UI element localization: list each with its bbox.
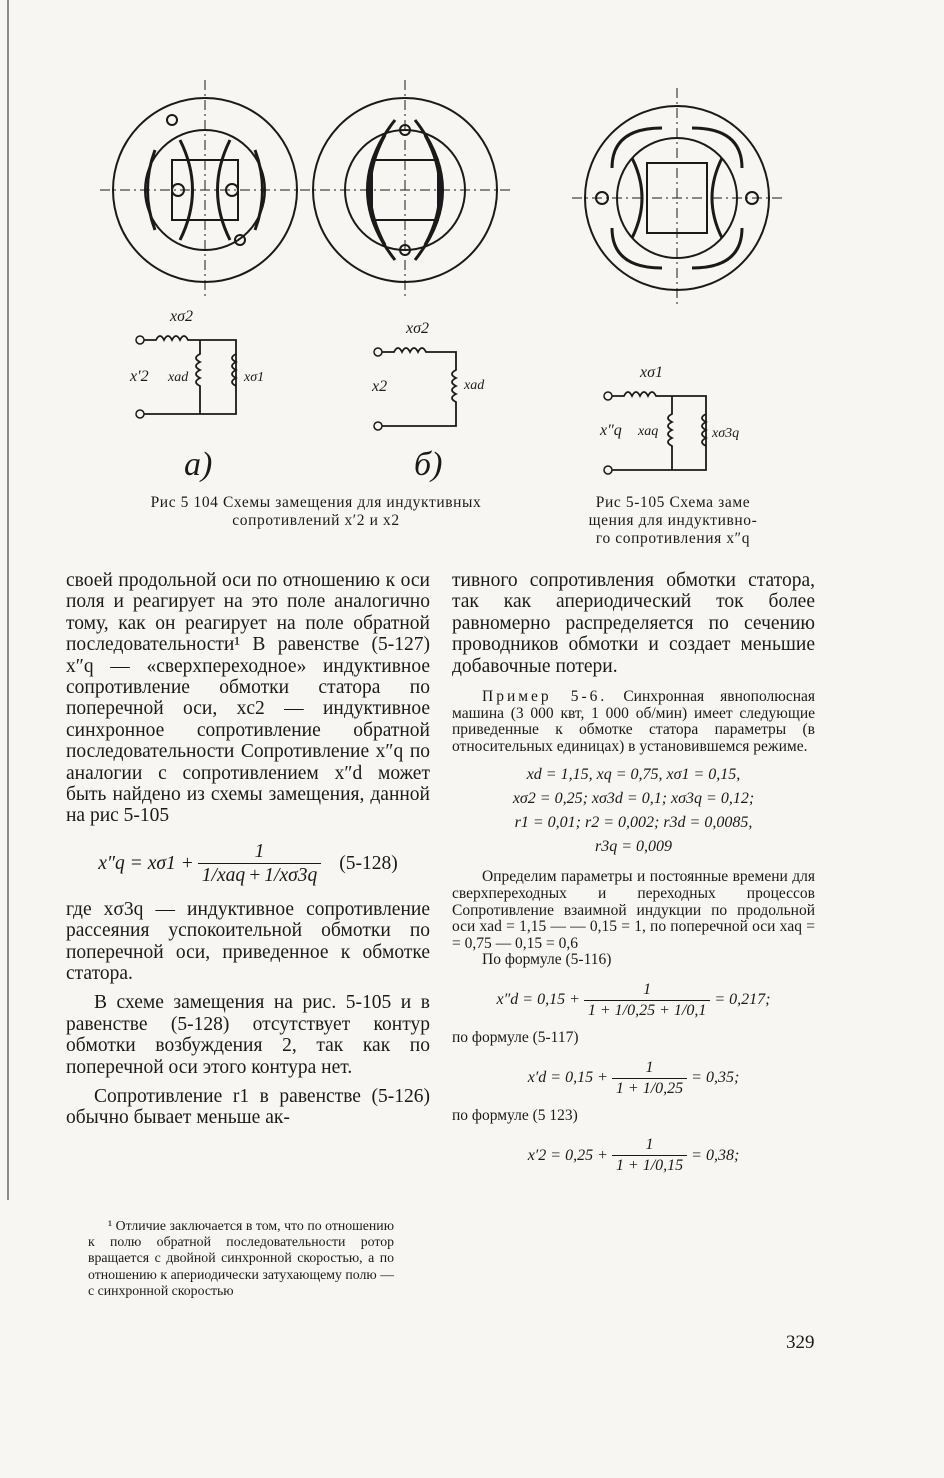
formula-reference-2: по формуле (5-117) xyxy=(452,1028,579,1046)
f3-result: = 0,38; xyxy=(691,1146,740,1164)
circuit-105-right-label: xσ3q xyxy=(712,426,740,441)
circuit-105-left-label: x″q xyxy=(600,422,622,439)
right-paragraph-1: тивного сопротивления обмотки статора, так как апериодический ток более равномерно распределяется по сечению проводников обмотки и создает меньшие добавочные потери. xyxy=(452,570,815,677)
left-paragraph-1: своей продольной оси по отношению к оси поля и реагирует на это поле аналогично тому, как он реагирует на поле обратной последовательности¹ В равенстве (5-127) x″q — «сверхпереходное» индуктивное сопротивление обмотки статора по поперечной оси, xс2 — индуктивное синхронное сопротивление обратной последовательности Сопротивление x″q по аналогии с сопротивлением x″d может быть найдено из схемы замещения, данной на рис 5-105 xyxy=(66,570,430,827)
formula-5-128-numerator: 1 xyxy=(254,840,265,862)
left-paragraph-3: В схеме замещения на рис. 5-105 и в равенстве (5-128) отсутствует контур обмотки возбуждения 2, так как по поперечной оси этого контура нет. xyxy=(66,992,430,1078)
parameters-line-1: xd = 1,15, xq = 0,75, xσ1 = 0,15, xyxy=(526,766,741,784)
formula-5-128 xyxy=(66,841,430,887)
f1-numerator: 1 xyxy=(643,980,652,998)
circuit-105-top-label: xσ1 xyxy=(640,364,663,381)
formula-x-prime-d xyxy=(452,1059,815,1098)
circuit-a xyxy=(126,308,286,424)
caption-105-line-2: щения для индуктивно- xyxy=(588,512,758,529)
figure-b-label: б) xyxy=(414,446,443,483)
circuit-b-top-label: xσ2 xyxy=(406,320,429,337)
circuit-a-right-label: xσ1 xyxy=(244,370,265,385)
formula-reference-3: по формуле (5 123) xyxy=(452,1106,578,1124)
example-parameters xyxy=(452,763,815,859)
right-paragraph-2: Определим параметры и постоянные времени для сверхпереходных и переходных процессов Сопротивление взаимной индукции по продольной оси xad = 1,15 — — 0,15 = 1, по поперечной оси xaq = = 0,75 — 0,15 = 0,6 xyxy=(452,868,815,952)
page-edge-rule xyxy=(7,0,9,1200)
formula-5-128-den-a: 1/xaq xyxy=(201,865,246,887)
example-text: Синхронная явнополюсная машина (3 000 квт, 1 000 об/мин) имеет следующие приведенные к обмотке статора параметры (в относительных единицах) в установившемся режиме. xyxy=(452,688,816,755)
left-paragraph-2: где xσ3q — индуктивное сопротивление рассеяния успокоительной обмотки по поперечной оси, приведенное к обмотке статора. xyxy=(66,898,430,984)
f3-lhs: x′2 = 0,25 + xyxy=(527,1146,608,1164)
caption-fig-5-105 xyxy=(566,494,780,548)
f2-result: = 0,35; xyxy=(691,1069,740,1087)
circuit-105 xyxy=(596,364,766,480)
caption-104-line-2: сопротивлений x′2 и x2 xyxy=(232,512,400,529)
circuit-a-mid-label: xad xyxy=(168,370,189,385)
formula-5-128-fraction xyxy=(198,841,321,887)
left-column xyxy=(66,570,430,1129)
circuit-105-mid-label: xaq xyxy=(638,424,659,439)
circuit-b-left-label: x2 xyxy=(372,378,388,395)
figure-105-cross-section xyxy=(572,88,782,308)
right-column xyxy=(452,570,815,1175)
caption-fig-5-104 xyxy=(106,494,526,530)
f2-denominator: 1 + 1/0,25 xyxy=(612,1078,687,1098)
formula-5-128-lhs: x″q = xσ1 + xyxy=(98,853,194,875)
formula-5-128-plus: + xyxy=(248,865,262,887)
parameters-line-3: r1 = 0,01; r2 = 0,002; r3d = 0,0085, xyxy=(514,814,753,832)
f2-lhs: x′d = 0,15 + xyxy=(527,1069,608,1087)
caption-105-line-1: Рис 5-105 Схема заме xyxy=(595,494,751,511)
left-paragraph-4: Сопротивление r1 в равенстве (5-126) обычно бывает меньше ак- xyxy=(66,1085,430,1129)
figure-a-label: а) xyxy=(184,446,213,483)
f1-result: = 0,217; xyxy=(714,991,771,1009)
formula-x-double-prime-d xyxy=(452,981,815,1020)
page-number: 329 xyxy=(786,1332,815,1353)
circuit-a-top-label: xσ2 xyxy=(170,308,193,325)
f1-denominator: 1 + 1/0,25 + 1/0,1 xyxy=(584,1000,710,1020)
caption-105-line-3: го сопротивления x″q xyxy=(595,530,751,547)
formula-5-128-number: (5-128) xyxy=(339,853,398,875)
example-heading: Пример 5-6. xyxy=(482,688,608,706)
parameters-line-4: r3q = 0,009 xyxy=(594,838,673,856)
example-paragraph xyxy=(452,689,815,755)
f1-lhs: x″d = 0,15 + xyxy=(496,991,580,1009)
f2-numerator: 1 xyxy=(645,1058,654,1076)
caption-104-line-1: Рис 5 104 Схемы замещения для индуктивных xyxy=(150,494,482,511)
formula-5-128-den-b: 1/xσ3q xyxy=(264,865,318,887)
formula-x-prime-2 xyxy=(452,1136,815,1175)
circuit-b-right-label: xad xyxy=(464,378,485,393)
figure-a-cross-section xyxy=(100,80,310,300)
footnote xyxy=(88,1218,394,1299)
formula-reference-1: По формуле (5-116) xyxy=(482,951,612,969)
circuit-a-left-label: x′2 xyxy=(130,368,149,385)
f3-numerator: 1 xyxy=(645,1136,654,1154)
f3-denominator: 1 + 1/0,15 xyxy=(612,1155,687,1175)
circuit-b xyxy=(366,320,506,436)
figure-b-cross-section xyxy=(300,80,510,300)
footnote-text: ¹ Отличие заключается в том, что по отношению к полю обратной последовательности ротор вращается с двойной синхронной скоростью, а по отношению к апериодически затухающему полю — с синхронной скоростью xyxy=(88,1218,394,1298)
parameters-line-2: xσ2 = 0,25; xσ3d = 0,1; xσ3q = 0,12; xyxy=(512,790,755,808)
